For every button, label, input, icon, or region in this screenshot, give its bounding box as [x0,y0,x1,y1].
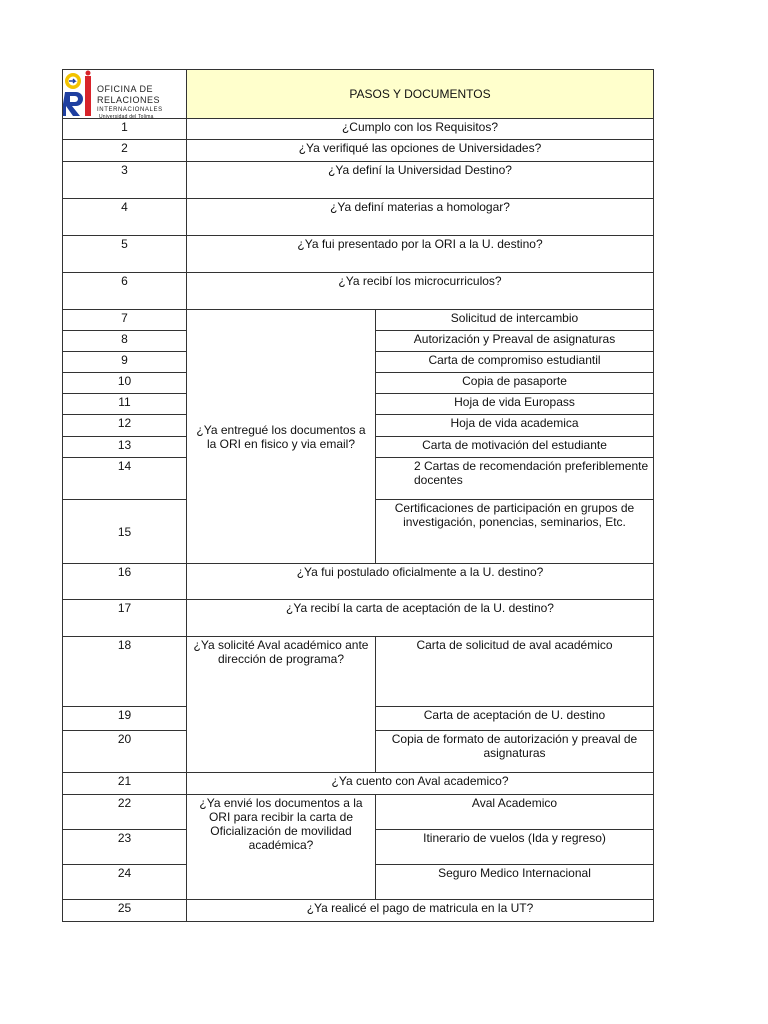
step-question: ¿Ya recibí los microcurriculos? [187,273,654,310]
document-item: Aval Academico [376,795,654,830]
document-item: Certificaciones de participación en grupos de investigación, ponencias, seminarios, Etc. [376,500,654,564]
step-question: ¿Ya definí materias a homologar? [187,199,654,236]
document-item: Copia de formato de autorización y preaval de asignaturas [376,731,654,773]
step-number: 5 [63,236,187,273]
step-number: 19 [63,707,187,731]
step-number: 16 [63,564,187,600]
document-item: Solicitud de intercambio [376,310,654,331]
step-number: 18 [63,637,187,707]
step-question: ¿Ya verifiqué las opciones de Universidades? [187,140,654,162]
step-row-22 [63,795,654,830]
document-item: 2 Cartas de recomendación preferiblemente docentes [376,458,654,500]
step-number: 6 [63,273,187,310]
step-question: ¿Ya fui postulado oficialmente a la U. destino? [187,564,654,600]
step-number: 23 [63,830,187,865]
step-number: 4 [63,199,187,236]
step-row-6 [63,273,654,310]
document-item: Hoja de vida Europass [376,394,654,415]
document-item: Seguro Medico Internacional [376,865,654,900]
step-number: 15 [63,500,187,564]
group-question-documents: ¿Ya entregué los documentos a la ORI en fisico y via email? [187,310,376,564]
document-item: Autorización y Preaval de asignaturas [376,331,654,352]
step-row-2 [63,140,654,162]
step-row-25 [63,900,654,922]
step-number: 7 [63,310,187,331]
logo-line-4: Universidad del Tolima [99,114,154,119]
logo-line-3: INTERNACIONALES [97,107,163,113]
step-row-17 [63,600,654,637]
step-number: 2 [63,140,187,162]
step-row-1 [63,119,654,140]
step-number: 10 [63,373,187,394]
document-item: Copia de pasaporte [376,373,654,394]
step-number: 13 [63,437,187,458]
ori-logo [63,70,186,118]
group-question-oficializacion: ¿Ya envié los documentos a la ORI para recibir la carta de Oficialización de movilidad académica? [187,795,376,900]
step-number: 11 [63,394,187,415]
step-question: ¿Ya definí la Universidad Destino? [187,162,654,199]
logo-line-1: OFICINA DE [97,84,154,94]
step-number: 20 [63,731,187,773]
steps-table [62,69,654,922]
logo-line-2: RELACIONES [97,95,161,105]
step-number: 21 [63,773,187,795]
step-row-4 [63,199,654,236]
step-number: 9 [63,352,187,373]
document-item: Itinerario de vuelos (Ida y regreso) [376,830,654,865]
step-number: 24 [63,865,187,900]
document-item: Carta de aceptación de U. destino [376,707,654,731]
document-item: Carta de compromiso estudiantil [376,352,654,373]
step-number: 25 [63,900,187,922]
step-number: 17 [63,600,187,637]
header-row [63,70,654,119]
step-row-21 [63,773,654,795]
step-row-18 [63,637,654,707]
document-item: Carta de motivación del estudiante [376,437,654,458]
step-row-7 [63,310,654,331]
table-title: PASOS Y DOCUMENTOS [187,70,654,119]
step-row-5 [63,236,654,273]
document-item: Carta de solicitud de aval académico [376,637,654,707]
step-number: 12 [63,415,187,437]
step-number: 1 [63,119,187,140]
step-question: ¿Ya realicé el pago de matricula en la UT? [187,900,654,922]
step-row-3 [63,162,654,199]
logo-cell [63,70,187,119]
step-number: 8 [63,331,187,352]
step-question: ¿Ya recibí la carta de aceptación de la U. destino? [187,600,654,637]
step-question: ¿Cumplo con los Requisitos? [187,119,654,140]
group-question-aval: ¿Ya solicité Aval académico ante dirección de programa? [187,637,376,773]
document-item: Hoja de vida academica [376,415,654,437]
step-number: 14 [63,458,187,500]
step-question: ¿Ya fui presentado por la ORI a la U. destino? [187,236,654,273]
step-question: ¿Ya cuento con Aval academico? [187,773,654,795]
step-row-16 [63,564,654,600]
step-number: 22 [63,795,187,830]
step-number: 3 [63,162,187,199]
